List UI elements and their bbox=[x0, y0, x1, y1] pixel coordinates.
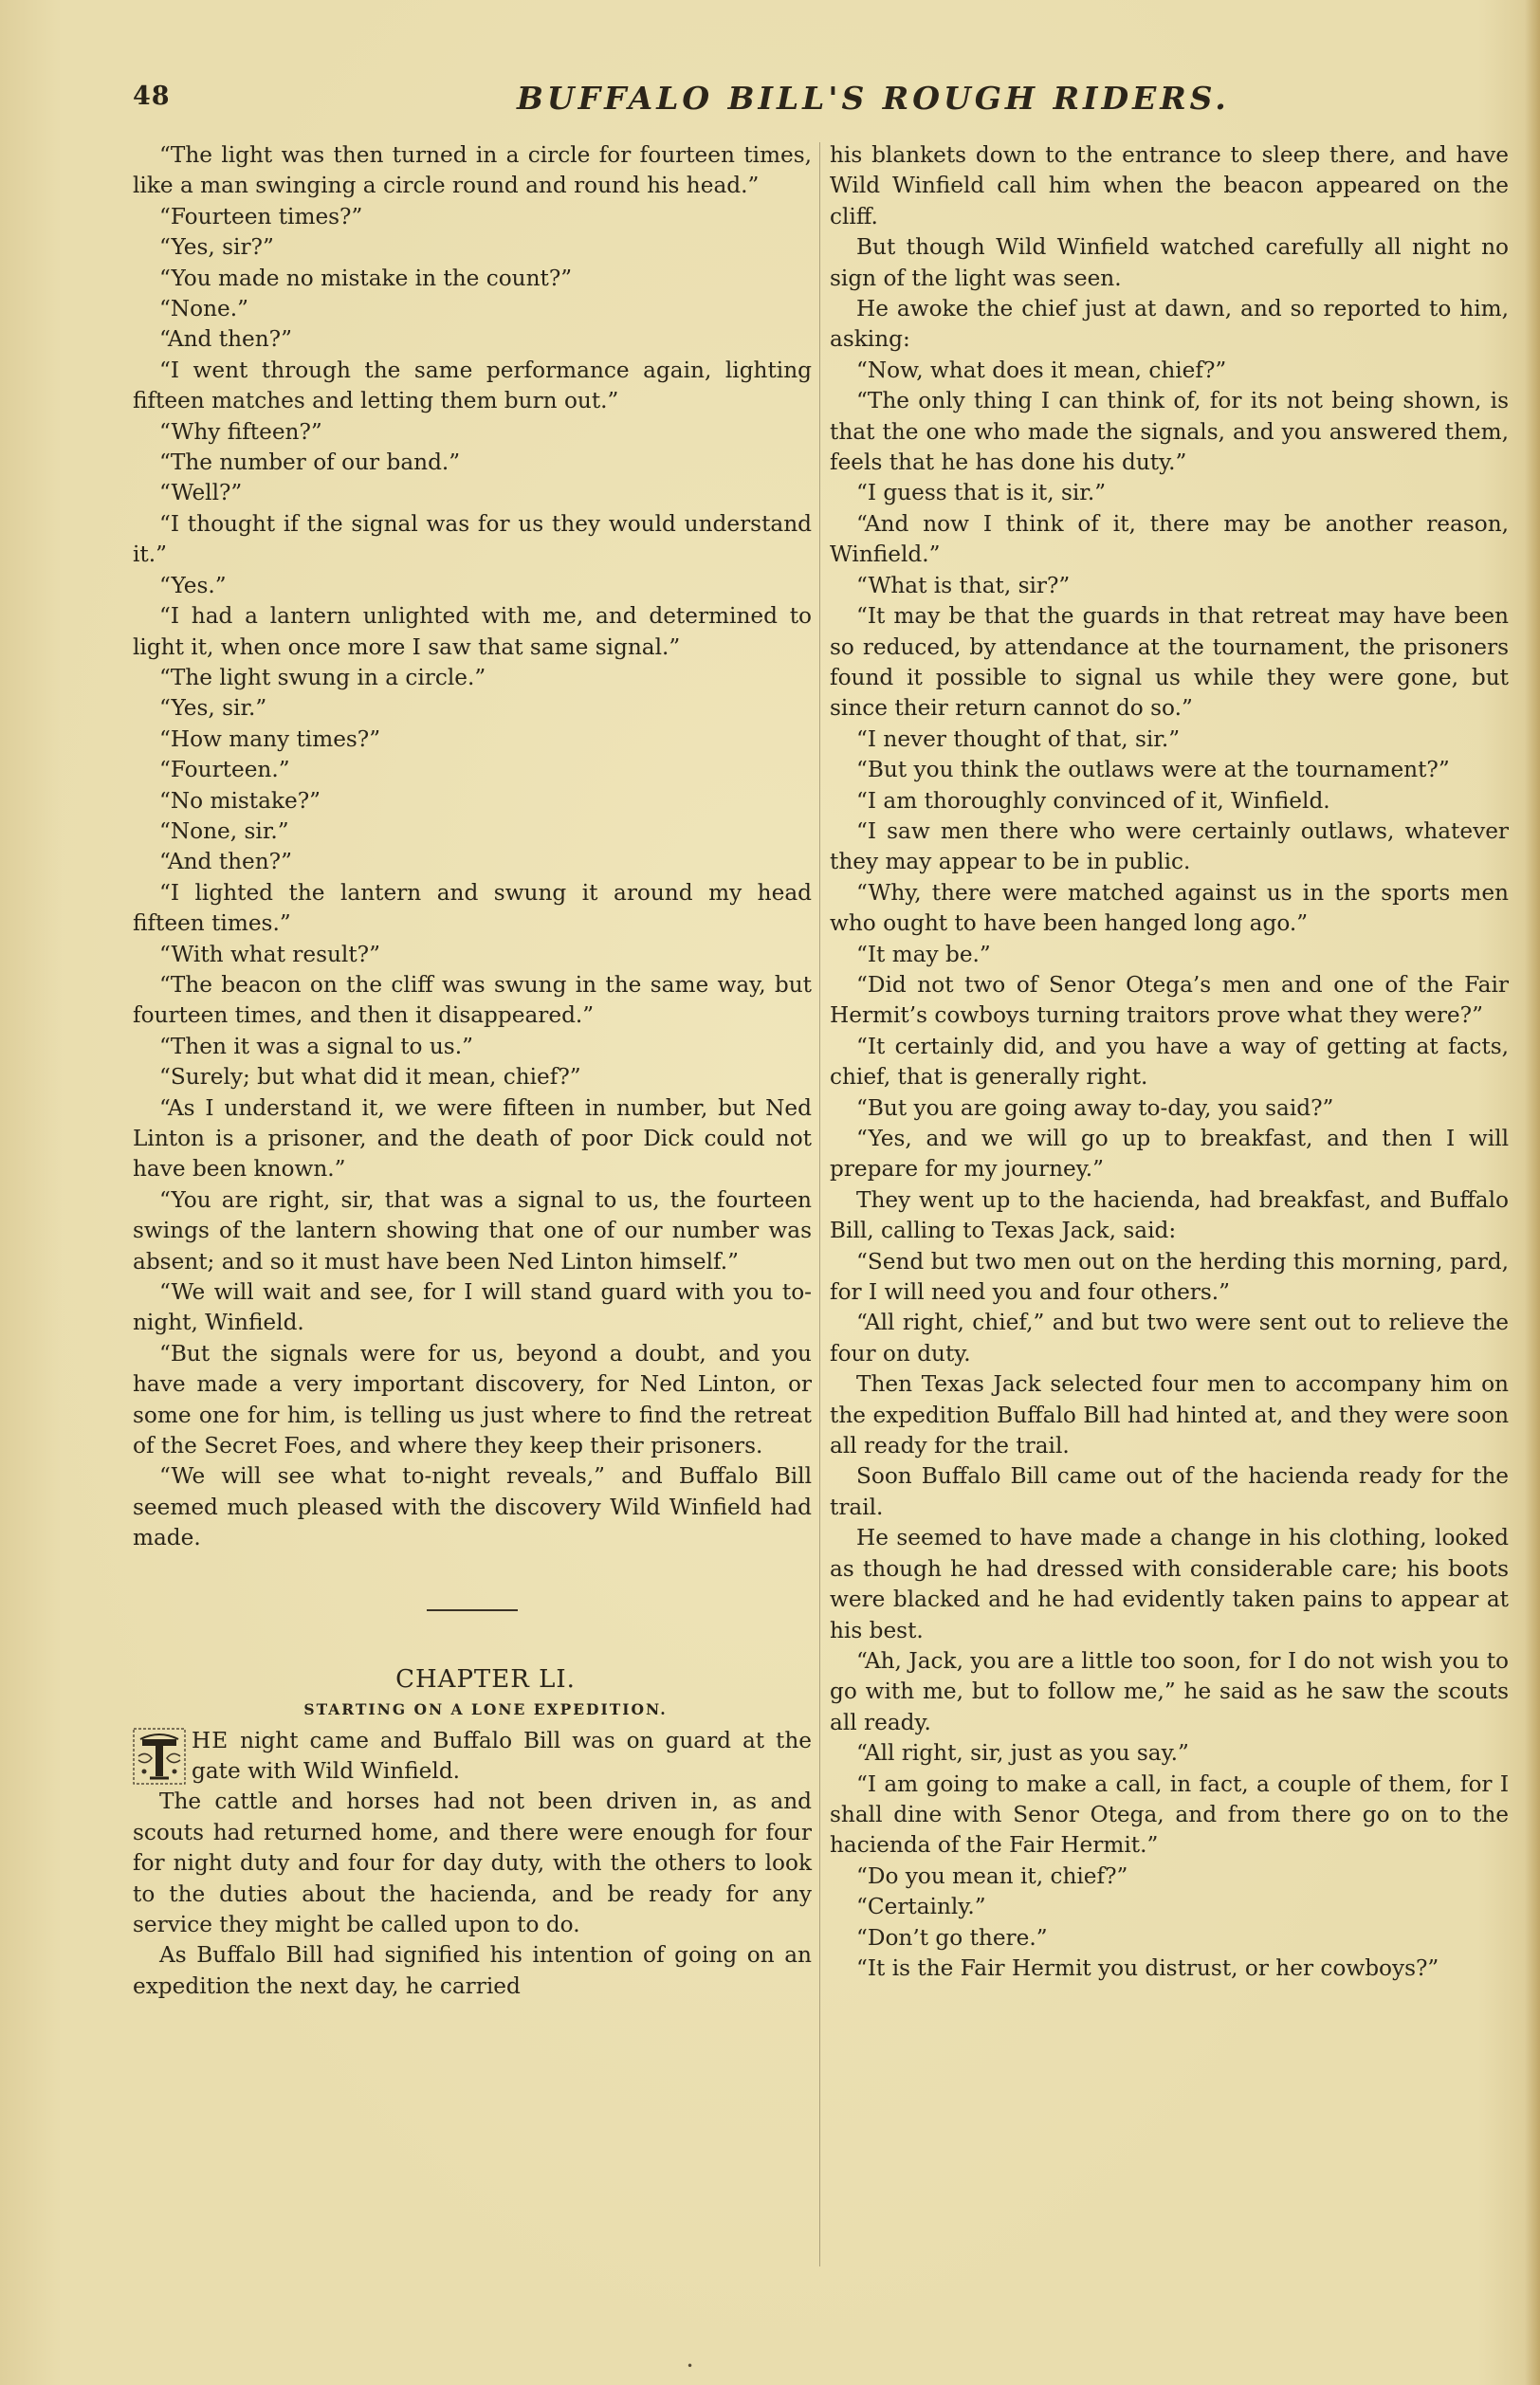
paragraph: “As I understand it, we were fifteen in number, but Ned Linton is a prisoner, and the death of poor Dick could not have been known.” bbox=[133, 1094, 812, 1183]
paragraph: “I saw men there who were certainly outlaws, whatever they may appear to be in public. bbox=[830, 817, 1509, 875]
paragraph: “But you are going away to-day, you said?” bbox=[856, 1094, 1334, 1121]
paragraph: “The beacon on the cliff was swung in the same way, but fourteen times, and then it disappeared.” bbox=[133, 971, 812, 1029]
paragraph: The cattle and horses had not been driven in, as and scouts had returned home, and there were enough for four for night duty and four for day duty, with the others to look to the duties about the hacienda, and be ready for any service they might be called upon to do. bbox=[133, 1789, 812, 1937]
paragraph: They went up to the hacienda, had breakfast, and Buffalo Bill, calling to Texas Jack, said: bbox=[830, 1186, 1509, 1244]
paragraph: “We will wait and see, for I will stand guard with you to-night, Winfield. bbox=[133, 1279, 812, 1336]
paragraph: “Fourteen times?” bbox=[159, 203, 363, 229]
paragraph: “But the signals were for us, beyond a doubt, and you have made a very important discovery, for Ned Linton, or some one for him, is telling us just where to find the retreat of the Secret Foes, and where they keep their prisoners. bbox=[133, 1340, 812, 1459]
paragraph: “How many times?” bbox=[159, 725, 381, 752]
paragraph: “And then?” bbox=[159, 326, 292, 353]
paragraph: “Did not two of Senor Otega’s men and one of the Fair Hermit’s cowboys turning traitors prove what they were?” bbox=[830, 971, 1509, 1029]
paragraph: Soon Buffalo Bill came out of the hacienda ready for the trail. bbox=[830, 1463, 1509, 1520]
running-title: BUFFALO BILL'S ROUGH RIDERS. bbox=[517, 80, 1230, 117]
paragraph: Then Texas Jack selected four men to accompany him on the expedition Buffalo Bill had hinted at, and they were soon all ready for the trail. bbox=[830, 1371, 1509, 1459]
paragraph: “Then it was a signal to us.” bbox=[159, 1033, 473, 1059]
paragraph: “You are right, sir, that was a signal to us, the fourteen swings of the lantern showing that one of our number was absent; and so it must have been Ned Linton himself.” bbox=[133, 1186, 812, 1275]
paragraph: “Why fifteen?” bbox=[159, 418, 322, 445]
paragraph: “Certainly.” bbox=[856, 1894, 986, 1920]
chapter-opening-paragraph bbox=[133, 1726, 812, 1788]
chapter-subtitle: STARTING ON A LONE EXPEDITION. bbox=[303, 1700, 668, 1719]
ornamental-t-dropcap-icon bbox=[133, 1728, 186, 1785]
paragraph: “I am thoroughly convinced of it, Winfield. bbox=[856, 787, 1330, 814]
continued-paragraph: his blankets down to the entrance to sleep there, and have Wild Winfield call him when the beacon appeared on the cliff. bbox=[830, 142, 1509, 229]
paragraph: “It is the Fair Hermit you distrust, or her cowboys?” bbox=[856, 1954, 1439, 1981]
paragraph: “Now, what does it mean, chief?” bbox=[856, 357, 1227, 383]
paragraph: “With what result?” bbox=[159, 941, 380, 967]
paragraph: But though Wild Winfield watched carefully all night no sign of the light was seen. bbox=[830, 234, 1509, 291]
chapter-title: CHAPTER LI. bbox=[395, 1664, 576, 1694]
paragraph: He awoke the chief just at dawn, and so reported to him, asking: bbox=[830, 296, 1509, 353]
paragraph: “I never thought of that, sir.” bbox=[856, 725, 1181, 752]
paragraph: “The light swung in a circle.” bbox=[159, 664, 486, 690]
paragraph: “Ah, Jack, you are a little too soon, for I do not wish you to go with me, but to follow me,” he said as he saw the scouts all ready. bbox=[830, 1647, 1509, 1735]
paragraph: “Surely; but what did it mean, chief?” bbox=[159, 1064, 581, 1091]
footer-mark: • bbox=[687, 2359, 694, 2373]
paragraph: “Yes, and we will go up to breakfast, and then I will prepare for my journey.” bbox=[830, 1126, 1509, 1183]
paragraph: “Fourteen.” bbox=[159, 757, 290, 783]
page-edge-shadow bbox=[1525, 0, 1540, 2385]
paragraph: “And then?” bbox=[159, 849, 292, 875]
paragraph: “And now I think of it, there may be another reason, Winfield.” bbox=[830, 510, 1509, 568]
paragraph: “No mistake?” bbox=[159, 787, 321, 814]
paragraph: “It may be.” bbox=[856, 941, 991, 967]
paragraph: “All right, sir, just as you say.” bbox=[856, 1740, 1189, 1767]
page-header bbox=[133, 74, 1527, 121]
paragraph: “I thought if the signal was for us they would understand it.” bbox=[133, 510, 812, 568]
paragraph: “I had a lantern unlighted with me, and determined to light it, when once more I saw that same signal.” bbox=[133, 603, 812, 660]
paragraph: He seemed to have made a change in his clothing, looked as though he had dressed with considerable care; his boots were blacked and he had evidently taken pains to appear at his best. bbox=[830, 1525, 1509, 1643]
paragraph: “I went through the same performance again, lighting fifteen matches and letting them burn out.” bbox=[133, 357, 812, 414]
paragraph: “I guess that is it, sir.” bbox=[856, 480, 1107, 506]
paragraph: As Buffalo Bill had signified his intention of going on an expedition the next day, he carried bbox=[133, 1942, 812, 1999]
paragraph: “What is that, sir?” bbox=[856, 572, 1071, 598]
paragraph: “All right, chief,” and but two were sent out to relieve the four on duty. bbox=[830, 1310, 1509, 1367]
left-column bbox=[133, 140, 812, 2002]
paragraph: “I am going to make a call, in fact, a couple of them, for I shall dine with Senor Otega, and from there go on to the hacienda of the Fair Hermit.” bbox=[830, 1770, 1509, 1859]
paragraph: “The light was then turned in a circle for fourteen times, like a man swinging a circle round and round his head.” bbox=[133, 142, 812, 199]
paragraph: “None.” bbox=[159, 296, 248, 322]
paragraph: “It certainly did, and you have a way of getting at facts, chief, that is generally right. bbox=[830, 1033, 1509, 1091]
paragraph: “Yes, sir.” bbox=[159, 695, 267, 722]
paragraph: “Send but two men out on the herding this morning, pard, for I will need you and four others.” bbox=[830, 1248, 1509, 1306]
paragraph: “Yes.” bbox=[159, 572, 227, 598]
paragraph: “Do you mean it, chief?” bbox=[856, 1862, 1128, 1889]
opening-caps: HE bbox=[192, 1727, 229, 1753]
column-divider bbox=[819, 142, 820, 2266]
paragraph: “Well?” bbox=[159, 480, 243, 506]
opening-text: night came and Buffalo Bill was on guard at the gate with Wild Winfield. bbox=[192, 1727, 812, 1784]
paragraph: “But you think the outlaws were at the tournament?” bbox=[856, 757, 1450, 783]
paragraph: “You made no mistake in the count?” bbox=[159, 265, 573, 291]
paragraph: “Why, there were matched against us in the sports men who ought to have been hanged long ago.” bbox=[830, 879, 1509, 937]
paragraph: “It may be that the guards in that retreat may have been so reduced, by attendance at the tournament, the prisoners found it possible to signal us while they were gone, but since their return cannot do so.” bbox=[830, 603, 1509, 722]
page-number: 48 bbox=[133, 82, 171, 111]
paragraph: “We will see what to-night reveals,” and Buffalo Bill seemed much pleased with the discovery Wild Winfield had made. bbox=[133, 1463, 812, 1551]
paragraph: “The only thing I can think of, for its not being shown, is that the one who made the signals, and you answered them, feels that he has done his duty.” bbox=[830, 388, 1509, 476]
paragraph: “I lighted the lantern and swung it around my head fifteen times.” bbox=[133, 879, 812, 937]
paragraph: “The number of our band.” bbox=[159, 449, 461, 476]
paragraph: “Don’t go there.” bbox=[856, 1924, 1048, 1951]
right-column bbox=[830, 140, 1509, 1984]
section-divider bbox=[427, 1609, 518, 1611]
paragraph: “None, sir.” bbox=[159, 817, 289, 844]
paragraph: “Yes, sir?” bbox=[159, 234, 274, 261]
